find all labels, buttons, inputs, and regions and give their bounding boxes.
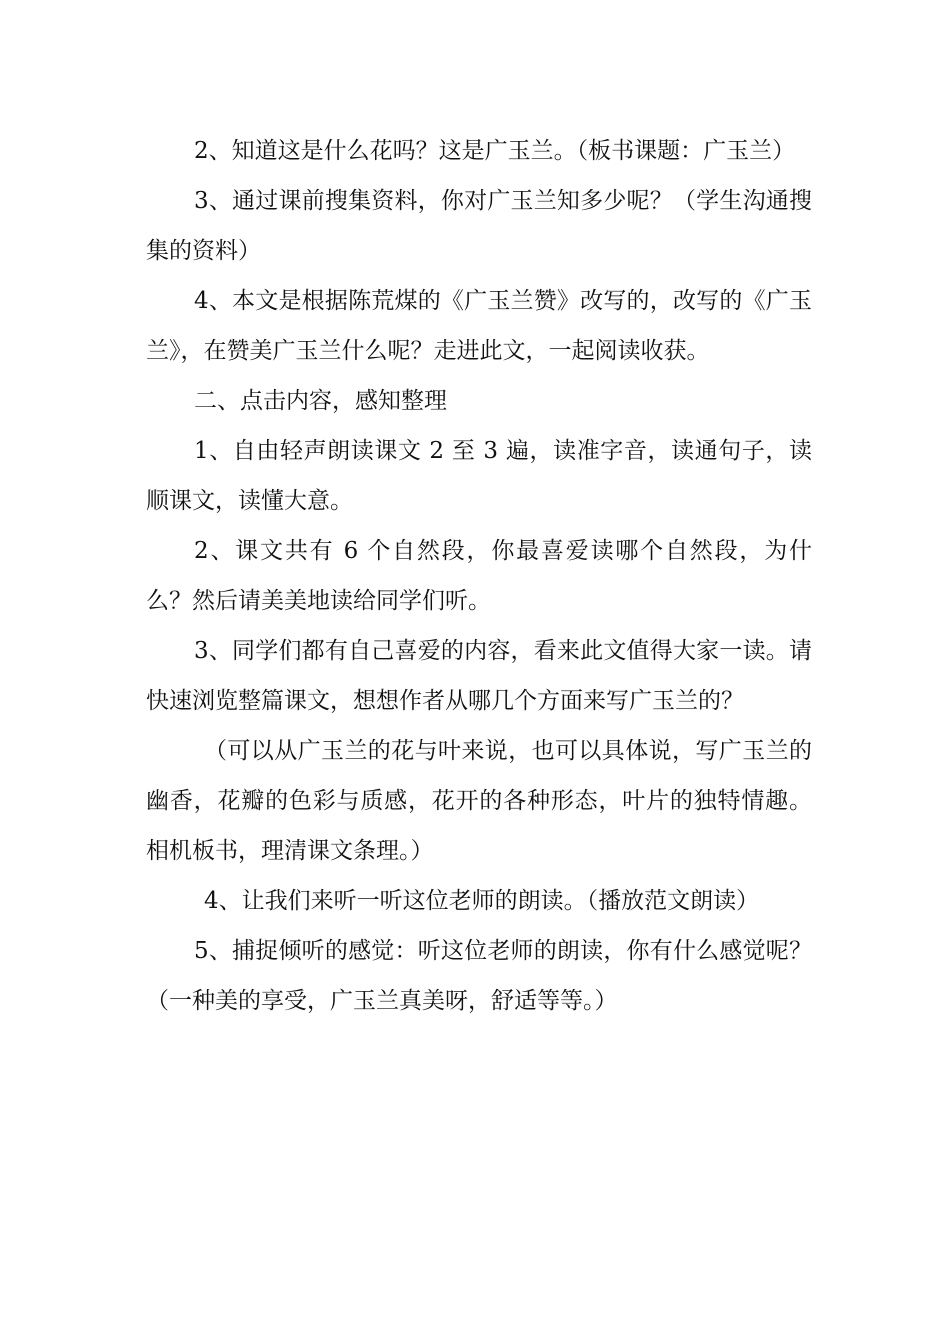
document-body — [146, 126, 812, 1026]
paragraph-step-2-favorite-section: 2、课文共有 6 个自然段，你最喜爱读哪个自然段，为什么？然后请美美地读给同学们听。 — [146, 538, 812, 614]
section-heading-content-perception: 二、点击内容，感知整理 — [194, 388, 447, 414]
paragraph-note-flower-and-leaf: （可以从广玉兰的花与叶来说，也可以具体说，写广玉兰的幽香，花瓣的色彩与质感，花开的各种形态，叶片的独特情趣。相机板书，理清课文条理。） — [146, 738, 812, 864]
paragraph-step-5-listening-feeling: 5、捕捉倾听的感觉：听这位老师的朗读，你有什么感觉呢？（一种美的享受，广玉兰真美呀，舒适等等。） — [146, 938, 812, 1014]
paragraph-step-3-browse-text: 3、同学们都有自己喜爱的内容，看来此文值得大家一读。请快速浏览整篇课文，想想作者从哪几个方面来写广玉兰的？ — [146, 638, 812, 714]
paragraph-step-1-read-aloud: 1、自由轻声朗读课文 2 至 3 遍，读准字音，读通句子，读顺课文，读懂大意。 — [146, 438, 812, 514]
paragraph-step-4-text-source: 4、本文是根据陈荒煤的《广玉兰赞》改写的，改写的《广玉兰》，在赞美广玉兰什么呢？走进此文，一起阅读收获。 — [146, 288, 812, 364]
paragraph-step-4-listen-reading: 4、让我们来听一听这位老师的朗读。（播放范文朗读） — [204, 888, 760, 914]
paragraph-step-2-flower-name: 2、知道这是什么花吗？这是广玉兰。（板书课题：广玉兰） — [194, 138, 796, 164]
paragraph-step-3-collected-info: 3、通过课前搜集资料，你对广玉兰知多少呢？（学生沟通搜集的资料） — [146, 188, 812, 264]
